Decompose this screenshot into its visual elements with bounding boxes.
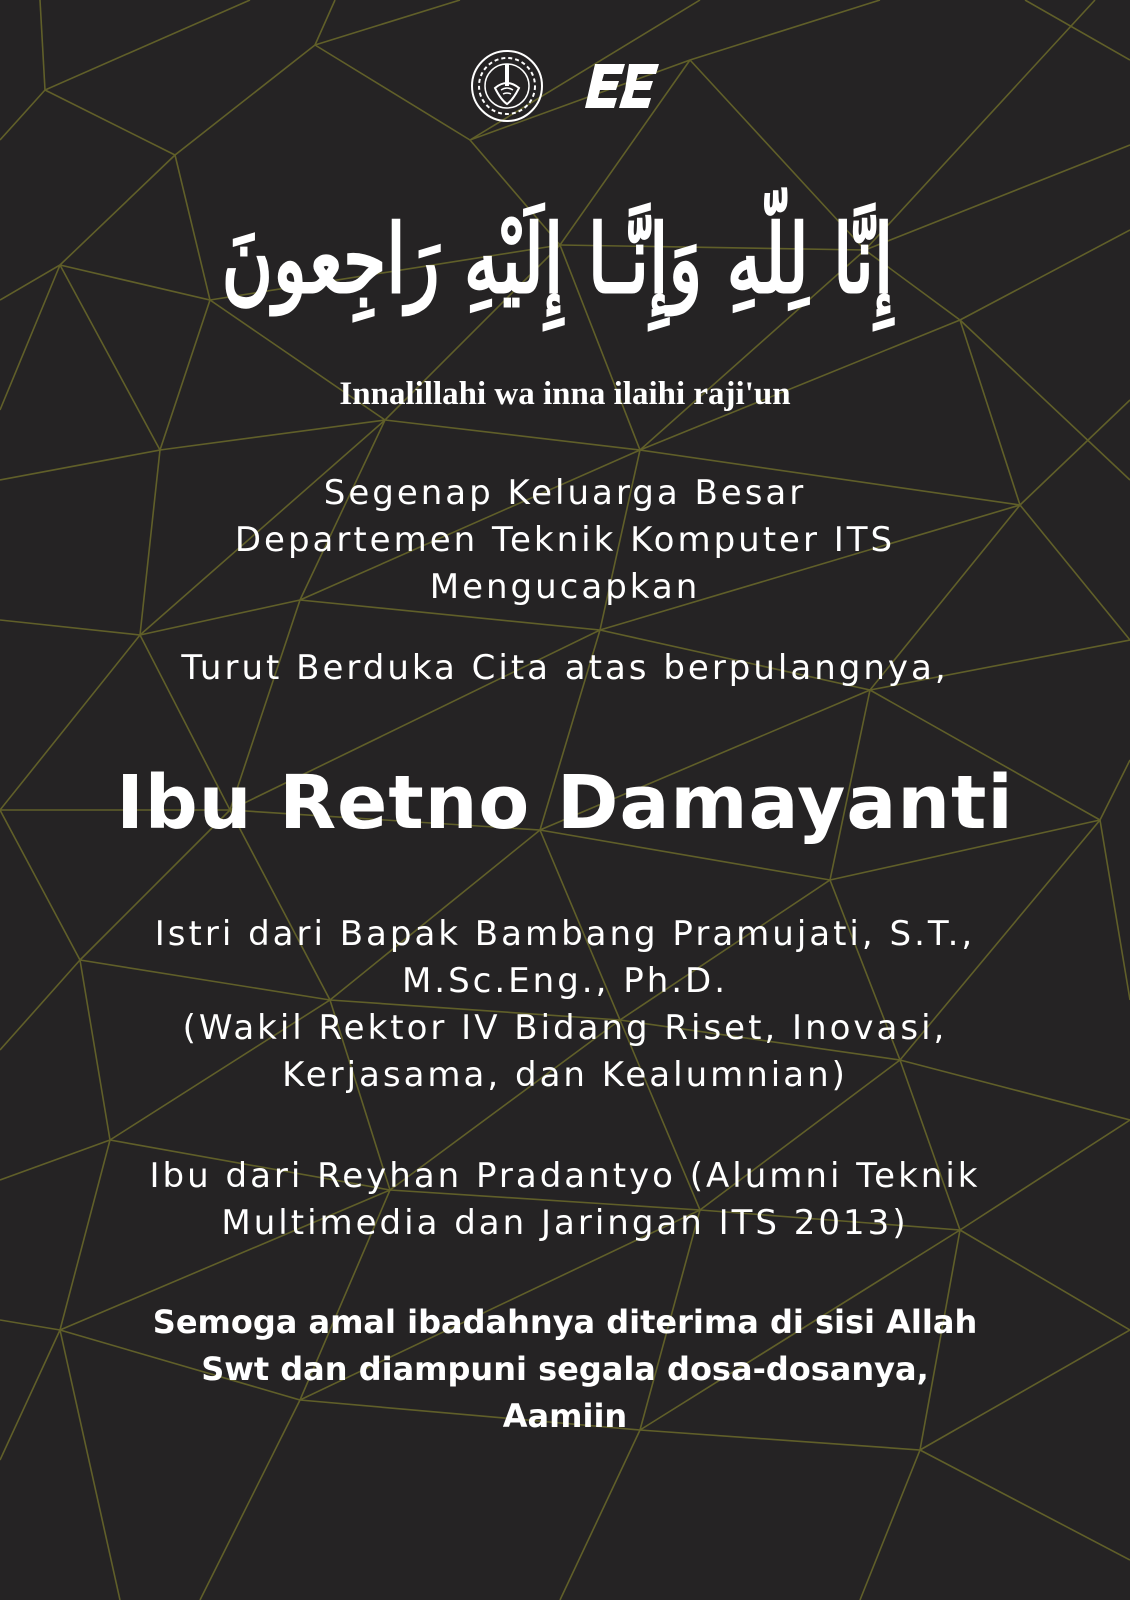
its-emblem-icon bbox=[469, 48, 545, 124]
spouse-info-line: Istri dari Bapak Bambang Pramujati, S.T., bbox=[154, 914, 976, 954]
greeting-line: Segenap Keluarga Besar bbox=[323, 473, 807, 513]
spouse-info-line: M.Sc.Eng., Ph.D. bbox=[401, 961, 729, 1001]
deceased-name-heading: Ibu Retno Damayanti bbox=[116, 760, 1014, 846]
child-info-block bbox=[0, 1153, 1130, 1247]
greeting-line: Mengucapkan bbox=[429, 567, 701, 607]
prayer-line: Semoga amal ibadahnya diterima di sisi Allah bbox=[152, 1303, 978, 1341]
prayer-block bbox=[0, 1299, 1130, 1440]
greeting-block bbox=[0, 470, 1130, 611]
spouse-info-block bbox=[0, 911, 1130, 1099]
condolence-text: Turut Berduka Cita atas berpulangnya, bbox=[181, 648, 949, 688]
greeting-line: Departemen Teknik Komputer ITS bbox=[234, 520, 896, 560]
arabic-calligraphy-text: إِنَّا لِلّهِ وَإِنَّـا إِلَيْهِ رَاجِعونَ bbox=[221, 201, 894, 315]
spouse-info-line: (Wakil Rektor IV Bidang Riset, Inovasi, bbox=[182, 1008, 948, 1048]
transliteration-text: Innalillahi wa inna ilaihi raji'un bbox=[339, 376, 791, 412]
child-info-line: Multimedia dan Jaringan ITS 2013) bbox=[221, 1203, 909, 1243]
prayer-line: Swt dan diampuni segala dosa-dosanya, bbox=[201, 1350, 929, 1388]
prayer-line: Aamiin bbox=[502, 1397, 628, 1435]
spouse-info-line: Kerjasama, dan Kealumnian) bbox=[282, 1055, 848, 1095]
logo-bar bbox=[0, 48, 1130, 124]
child-info-line: Ibu dari Reyhan Pradantyo (Alumni Teknik bbox=[149, 1156, 981, 1196]
ee-logo-icon bbox=[581, 58, 661, 114]
arabic-calligraphy bbox=[221, 158, 894, 358]
